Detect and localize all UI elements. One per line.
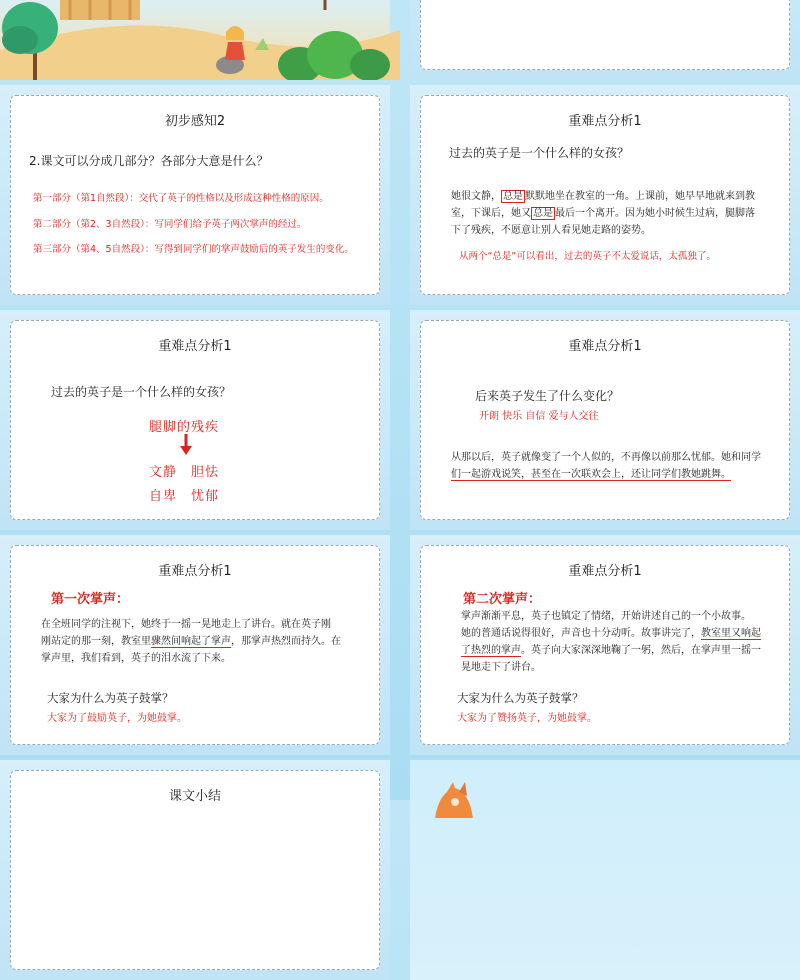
fox-illustration: [425, 778, 485, 818]
slide-analysis-paragraph: [410, 85, 800, 305]
slide-initial-perception-2: [0, 85, 390, 305]
slide-card: [420, 545, 790, 745]
traits-row-1: 文静 胆怯: [149, 465, 220, 480]
slide-first-applause: [0, 535, 390, 755]
slide-card: [10, 545, 380, 745]
underlined-applause-2: 了热烈的掌声: [461, 645, 521, 656]
passage-text: 从那以后，英子就像变了一个人似的，不再像以前那么忧郁。她和同学 们一起游戏说笑，甚至在一次联欢会上，还让同学们教她跳舞。: [451, 452, 761, 480]
passage-text: 她很文静， 总是 默默地坐在教室的一角。上课前，她早早地就来到教 室，下课后，她又 总是 最后一个离开。因为她小时候生过病，腿脚落 下了残疾，不愿意让别人看见她走路的姿势。: [451, 191, 755, 236]
slide-card: [420, 320, 790, 520]
slide-second-applause: [410, 535, 800, 755]
underlined-applause: 骤然间响起了掌声: [151, 636, 231, 647]
conclusion-text: 从两个“总是”可以看出，过去的英子不太爱说话，太孤独了。: [459, 251, 716, 262]
slide-title: 重难点分析1: [158, 339, 232, 354]
change-keywords: 开朗 快乐 自信 爱与人交往: [479, 411, 599, 422]
slide-title: 课文小结: [168, 789, 221, 804]
slide-analysis-traits: [0, 310, 390, 530]
highlight-zongshi-1: 总是: [503, 191, 523, 202]
slide-card: [10, 95, 380, 295]
question-text: 过去的英子是一个什么样的女孩？: [51, 385, 232, 399]
slide-cover-illustration: [0, 0, 390, 80]
highlight-zongshi-2: 总是: [533, 208, 553, 219]
slide-card: [420, 95, 790, 295]
slide-bottom-right: [410, 760, 800, 980]
slide-summary: [0, 760, 390, 980]
slide-title: 重难点分析1: [568, 564, 642, 579]
discussion-question: 大家为什么为英子鼓掌？: [47, 691, 174, 705]
slide-top-right: [410, 0, 800, 80]
slide-title: 重难点分析1: [158, 564, 232, 579]
passage-text: 掌声渐渐平息，英子也镇定了情绪，开始讲述自己的一个小故事。 她的普通话说得很好，声音也十分动听。故事讲完了，教室里又响起 了热烈的掌声。英子向大家深深地鞠了一躬，然后，在掌声里一摇一 晃地走下了讲台。: [461, 611, 761, 673]
slide-card: [420, 0, 790, 70]
scenery-illustration: [0, 0, 400, 80]
slide-card: [10, 770, 380, 970]
question-text: 2.课文可以分成几部分？各部分大意是什么？: [29, 154, 269, 168]
slide-title: 初步感知2: [164, 114, 226, 129]
section-heading: 第二次掌声：: [463, 592, 542, 607]
underlined-applause-1: 教室里又响起: [701, 628, 761, 639]
passage-text: 在全班同学的注视下，她终于一摇一晃地走上了讲台。就在英子刚 刚站定的那一刻，教室里骤然间响起了掌声，那掌声热烈而持久。在 掌声里，我们看到，英子的泪水流了下来。: [41, 619, 341, 664]
discussion-question: 大家为什么为英子鼓掌？: [457, 691, 584, 705]
traits-row-2: 自卑 忧郁: [149, 489, 220, 504]
slide-analysis-changes: [410, 310, 800, 530]
question-text: 过去的英子是一个什么样的女孩？: [449, 146, 630, 160]
slide-title: 重难点分析1: [568, 339, 642, 354]
part-one-summary: 第一部分（第1自然段）：交代了英子的性格以及形成这种性格的原因。: [33, 193, 329, 204]
part-two-summary: 第二部分（第2、3自然段）：写同学们给予英子两次掌声的经过。: [33, 219, 307, 230]
slide-title: 重难点分析1: [568, 114, 642, 129]
part-three-summary: 第三部分（第4、5自然段）：写得到同学们的掌声鼓励后的英子发生的变化。: [33, 244, 354, 255]
answer-text: 大家为了鼓励英子，为她鼓掌。: [47, 713, 187, 724]
answer-text: 大家为了赞扬英子，为她鼓掌。: [457, 713, 597, 724]
slide-card: [10, 320, 380, 520]
section-heading: 第一次掌声：: [51, 592, 130, 607]
down-arrow-icon: [179, 434, 193, 456]
question-text: 后来英子发生了什么变化？: [475, 389, 620, 403]
cause-text: 腿脚的残疾: [149, 420, 220, 435]
